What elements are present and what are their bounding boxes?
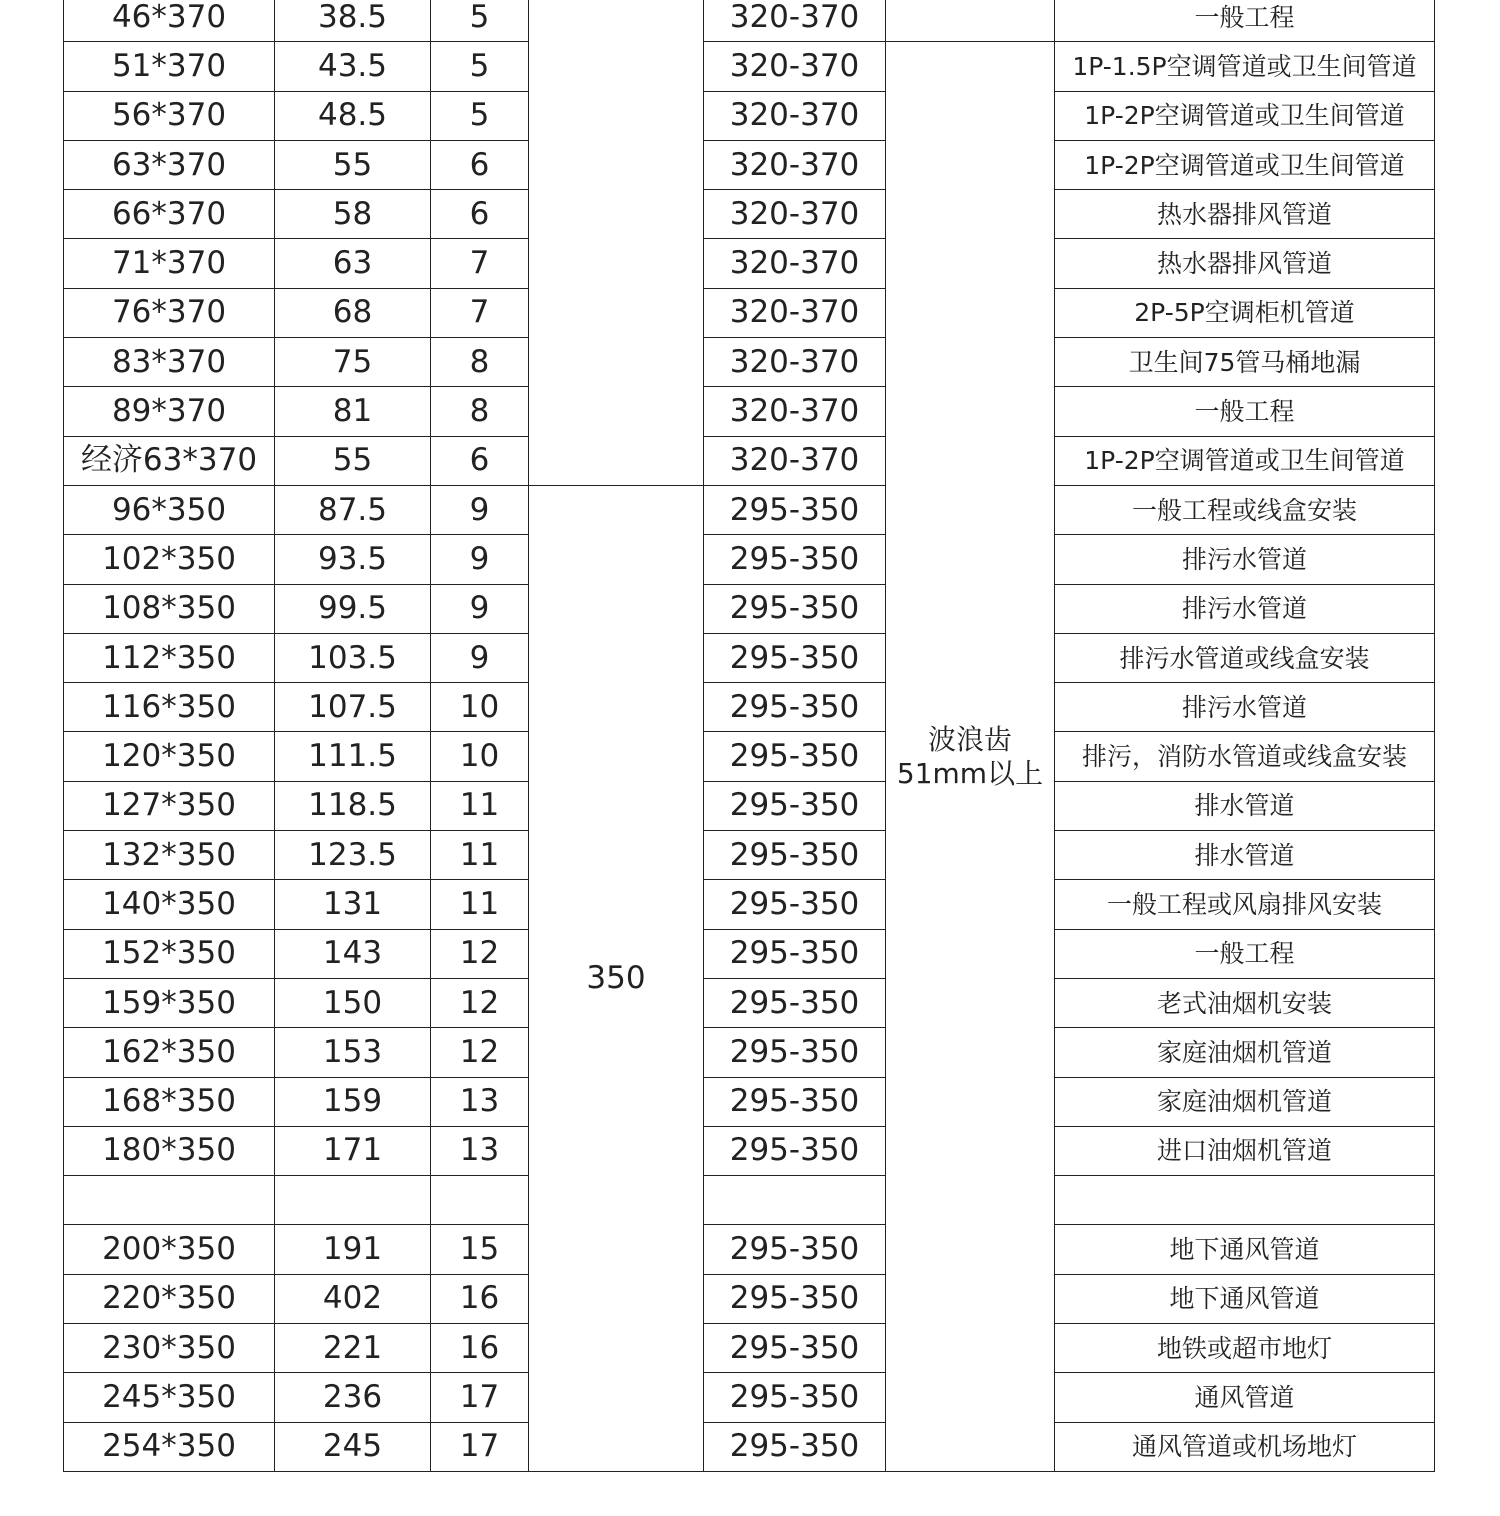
table-row [64, 91, 1435, 140]
use-cell: 排水管道 [1055, 831, 1435, 880]
inner-diameter-cell: 93.5 [275, 535, 431, 584]
range-cell: 320-370 [704, 387, 886, 436]
spec-cell: 63*370 [64, 140, 275, 189]
count-cell: 11 [431, 781, 529, 830]
length-cell-top [529, 0, 704, 485]
spec-cell: 162*350 [64, 1028, 275, 1077]
use-cell: 排水管道 [1055, 781, 1435, 830]
inner-diameter-cell: 68 [275, 288, 431, 337]
range-cell: 295-350 [704, 1028, 886, 1077]
inner-diameter-cell: 87.5 [275, 485, 431, 534]
use-cell: 1P-2P空调管道或卫生间管道 [1055, 436, 1435, 485]
inner-diameter-cell: 171 [275, 1126, 431, 1175]
use-cell: 排污水管道或线盒安装 [1055, 633, 1435, 682]
count-cell: 13 [431, 1126, 529, 1175]
spec-cell: 96*350 [64, 485, 275, 534]
spec-cell: 200*350 [64, 1225, 275, 1274]
count-cell: 16 [431, 1274, 529, 1323]
count-cell: 8 [431, 338, 529, 387]
inner-diameter-cell: 81 [275, 387, 431, 436]
use-cell: 家庭油烟机管道 [1055, 1028, 1435, 1077]
range-cell: 320-370 [704, 239, 886, 288]
length-cell: 350 [529, 485, 704, 1471]
spec-cell: 132*350 [64, 831, 275, 880]
range-cell: 320-370 [704, 288, 886, 337]
table-row [64, 1324, 1435, 1373]
spec-cell: 220*350 [64, 1274, 275, 1323]
use-cell: 一般工程 [1055, 929, 1435, 978]
spec-cell: 159*350 [64, 978, 275, 1027]
spec-cell: 66*370 [64, 190, 275, 239]
count-cell: 11 [431, 831, 529, 880]
count-cell: 17 [431, 1373, 529, 1422]
table-row [64, 633, 1435, 682]
use-cell: 1P-2P空调管道或卫生间管道 [1055, 140, 1435, 189]
spec-cell: 254*350 [64, 1422, 275, 1471]
spec-cell: 127*350 [64, 781, 275, 830]
range-cell: 295-350 [704, 1373, 886, 1422]
use-cell: 卫生间75管马桶地漏 [1055, 338, 1435, 387]
range-cell: 295-350 [704, 683, 886, 732]
inner-diameter-cell: 103.5 [275, 633, 431, 682]
table-row [64, 387, 1435, 436]
spec-cell: 51*370 [64, 42, 275, 91]
inner-diameter-cell: 150 [275, 978, 431, 1027]
use-cell: 热水器排风管道 [1055, 190, 1435, 239]
use-cell: 排污水管道 [1055, 683, 1435, 732]
spec-cell: 116*350 [64, 683, 275, 732]
table-row [64, 1225, 1435, 1274]
use-cell: 2P-5P空调柜机管道 [1055, 288, 1435, 337]
range-cell: 295-350 [704, 880, 886, 929]
spec-cell: 83*370 [64, 338, 275, 387]
count-cell: 6 [431, 436, 529, 485]
spec-cell: 120*350 [64, 732, 275, 781]
count-cell: 6 [431, 140, 529, 189]
table-row [64, 1373, 1435, 1422]
inner-diameter-cell: 48.5 [275, 91, 431, 140]
table-row [64, 42, 1435, 91]
range-cell: 295-350 [704, 831, 886, 880]
range-cell: 295-350 [704, 633, 886, 682]
inner-diameter-cell: 402 [275, 1274, 431, 1323]
use-cell: 一般工程 [1055, 387, 1435, 436]
table-row [64, 781, 1435, 830]
table-row [64, 338, 1435, 387]
inner-diameter-cell: 118.5 [275, 781, 431, 830]
range-cell: 295-350 [704, 584, 886, 633]
tooth-cell [886, 42, 1055, 1472]
spec-cell [64, 1176, 275, 1225]
inner-diameter-cell: 75 [275, 338, 431, 387]
table-row [64, 140, 1435, 189]
inner-diameter-cell: 55 [275, 436, 431, 485]
use-cell: 一般工程 [1055, 0, 1435, 42]
range-cell: 295-350 [704, 1324, 886, 1373]
spec-cell: 46*370 [64, 0, 275, 42]
count-cell: 9 [431, 633, 529, 682]
use-cell: 家庭油烟机管道 [1055, 1077, 1435, 1126]
use-cell: 地铁或超市地灯 [1055, 1324, 1435, 1373]
range-cell: 320-370 [704, 140, 886, 189]
spec-cell: 经济63*370 [64, 436, 275, 485]
spec-cell: 108*350 [64, 584, 275, 633]
spec-cell: 56*370 [64, 91, 275, 140]
inner-diameter-cell: 221 [275, 1324, 431, 1373]
table-row [64, 1077, 1435, 1126]
inner-diameter-cell: 143 [275, 929, 431, 978]
tooth-size-label: 51mm以上 [896, 756, 1044, 790]
use-cell: 通风管道或机场地灯 [1055, 1422, 1435, 1471]
count-cell: 11 [431, 880, 529, 929]
use-cell: 地下通风管道 [1055, 1225, 1435, 1274]
table-row [64, 485, 1435, 534]
range-cell: 295-350 [704, 929, 886, 978]
inner-diameter-cell: 111.5 [275, 732, 431, 781]
count-cell: 12 [431, 1028, 529, 1077]
range-cell: 295-350 [704, 781, 886, 830]
tooth-cell-top [886, 0, 1055, 42]
use-cell: 排污，消防水管道或线盒安装 [1055, 732, 1435, 781]
inner-diameter-cell: 43.5 [275, 42, 431, 91]
use-cell: 1P-2P空调管道或卫生间管道 [1055, 91, 1435, 140]
pipe-spec-table [63, 0, 1435, 1472]
use-cell: 一般工程或风扇排风安装 [1055, 880, 1435, 929]
table-row [64, 239, 1435, 288]
count-cell: 5 [431, 0, 529, 42]
range-cell: 320-370 [704, 42, 886, 91]
spec-cell: 180*350 [64, 1126, 275, 1175]
range-cell: 320-370 [704, 0, 886, 42]
spec-cell: 76*370 [64, 288, 275, 337]
count-cell: 5 [431, 42, 529, 91]
inner-diameter-cell: 63 [275, 239, 431, 288]
count-cell: 7 [431, 239, 529, 288]
spec-cell: 168*350 [64, 1077, 275, 1126]
spec-cell: 152*350 [64, 929, 275, 978]
spec-cell: 112*350 [64, 633, 275, 682]
count-cell: 10 [431, 683, 529, 732]
count-cell: 9 [431, 535, 529, 584]
use-cell: 1P-1.5P空调管道或卫生间管道 [1055, 42, 1435, 91]
range-cell: 295-350 [704, 732, 886, 781]
inner-diameter-cell: 245 [275, 1422, 431, 1471]
count-cell: 7 [431, 288, 529, 337]
spec-cell: 140*350 [64, 880, 275, 929]
count-cell: 12 [431, 929, 529, 978]
table-row [64, 288, 1435, 337]
range-cell: 320-370 [704, 190, 886, 239]
inner-diameter-cell: 58 [275, 190, 431, 239]
range-cell [704, 1176, 886, 1225]
spec-cell: 102*350 [64, 535, 275, 584]
spec-cell: 71*370 [64, 239, 275, 288]
count-cell: 13 [431, 1077, 529, 1126]
count-cell: 15 [431, 1225, 529, 1274]
range-cell: 295-350 [704, 1126, 886, 1175]
table-row [64, 1274, 1435, 1323]
table-row [64, 1028, 1435, 1077]
inner-diameter-cell [275, 1176, 431, 1225]
inner-diameter-cell: 107.5 [275, 683, 431, 732]
table-row [64, 0, 1435, 42]
count-cell: 5 [431, 91, 529, 140]
table-row [64, 1126, 1435, 1175]
table-row [64, 1422, 1435, 1471]
table-row [64, 1176, 1435, 1225]
range-cell: 295-350 [704, 978, 886, 1027]
inner-diameter-cell: 123.5 [275, 831, 431, 880]
count-cell: 10 [431, 732, 529, 781]
range-cell: 295-350 [704, 1274, 886, 1323]
count-cell: 9 [431, 485, 529, 534]
count-cell: 12 [431, 978, 529, 1027]
table-row [64, 732, 1435, 781]
table-row [64, 831, 1435, 880]
table-row [64, 535, 1435, 584]
range-cell: 320-370 [704, 436, 886, 485]
inner-diameter-cell: 38.5 [275, 0, 431, 42]
count-cell: 9 [431, 584, 529, 633]
range-cell: 295-350 [704, 1225, 886, 1274]
table-row [64, 880, 1435, 929]
spec-cell: 245*350 [64, 1373, 275, 1422]
range-cell: 295-350 [704, 535, 886, 584]
table-body [64, 0, 1435, 1471]
spec-cell: 230*350 [64, 1324, 275, 1373]
tooth-type-label: 波浪齿 [927, 723, 1012, 756]
range-cell: 320-370 [704, 338, 886, 387]
inner-diameter-cell: 153 [275, 1028, 431, 1077]
use-cell: 地下通风管道 [1055, 1274, 1435, 1323]
use-cell: 排污水管道 [1055, 535, 1435, 584]
use-cell: 热水器排风管道 [1055, 239, 1435, 288]
table-row [64, 190, 1435, 239]
count-cell: 6 [431, 190, 529, 239]
inner-diameter-cell: 99.5 [275, 584, 431, 633]
use-cell: 进口油烟机管道 [1055, 1126, 1435, 1175]
table-row [64, 929, 1435, 978]
count-cell: 17 [431, 1422, 529, 1471]
count-cell [431, 1176, 529, 1225]
inner-diameter-cell: 55 [275, 140, 431, 189]
use-cell [1055, 1176, 1435, 1225]
range-cell: 295-350 [704, 1077, 886, 1126]
range-cell: 320-370 [704, 91, 886, 140]
inner-diameter-cell: 191 [275, 1225, 431, 1274]
inner-diameter-cell: 159 [275, 1077, 431, 1126]
count-cell: 16 [431, 1324, 529, 1373]
table-row [64, 436, 1435, 485]
use-cell: 老式油烟机安装 [1055, 978, 1435, 1027]
range-cell: 295-350 [704, 485, 886, 534]
table-row [64, 584, 1435, 633]
use-cell: 排污水管道 [1055, 584, 1435, 633]
inner-diameter-cell: 236 [275, 1373, 431, 1422]
inner-diameter-cell: 131 [275, 880, 431, 929]
use-cell: 通风管道 [1055, 1373, 1435, 1422]
range-cell: 295-350 [704, 1422, 886, 1471]
table-row [64, 978, 1435, 1027]
spec-cell: 89*370 [64, 387, 275, 436]
use-cell: 一般工程或线盒安装 [1055, 485, 1435, 534]
count-cell: 8 [431, 387, 529, 436]
table-row [64, 683, 1435, 732]
